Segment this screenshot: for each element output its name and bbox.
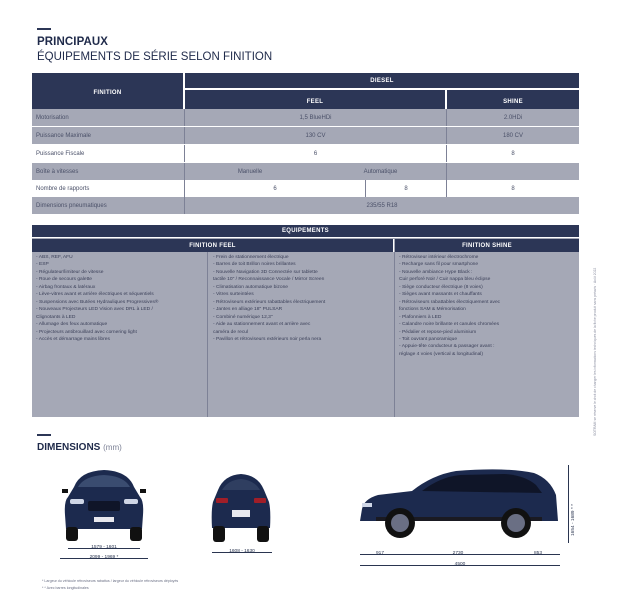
- dimensions-accent-bar: [37, 434, 51, 436]
- dimensions-title-wrap: [37, 442, 122, 453]
- column-divider: [207, 252, 208, 417]
- feel-equipment-header: FINITION FEEL: [32, 239, 394, 252]
- row-feel-auto: 8: [404, 185, 408, 192]
- row-shine-value: 8: [511, 185, 515, 192]
- side-wheelbase-label: 2730: [452, 551, 464, 556]
- row-label: Boîte à vitesses: [36, 168, 79, 175]
- dimensions-unit: (mm): [103, 443, 122, 452]
- equipment-panel: [32, 225, 579, 417]
- equipment-item: - Sièges avant massants et chauffants: [399, 292, 482, 298]
- row-feel-value: 6: [313, 150, 318, 157]
- header-feel: FEEL: [185, 90, 446, 113]
- side-front-overhang-label: 917: [375, 551, 384, 556]
- equipment-item: - Frein de stationnement électrique: [213, 255, 289, 260]
- dimensions-title: DIMENSIONS: [37, 442, 101, 453]
- equipment-item: - Nouvelle ambiance Hype Black :: [399, 269, 473, 275]
- equipment-item: - Lève-vitres avant et arrière électriques et séquentiels: [36, 292, 154, 298]
- row-all-value: 235/55 R18: [366, 202, 398, 209]
- row-label: Dimensions pneumatiques: [36, 202, 107, 209]
- car-front-view-image: [60, 465, 148, 545]
- equipment-item: - Climatisation automatique bizone: [213, 284, 289, 290]
- table-row: [32, 127, 579, 144]
- title-accent-bar: [37, 28, 51, 30]
- equipment-item: - Plafonniers à LED: [399, 314, 442, 320]
- car-rear-view-image: [208, 470, 274, 546]
- equipment-item: - Rétroviseur intérieur électrochrome: [399, 255, 479, 260]
- row-label: Nombre de rapports: [36, 185, 90, 192]
- side-total-length-label: 4500: [454, 562, 466, 567]
- header-shine: SHINE: [447, 90, 579, 113]
- equipment-item: - Jantes en alliage 18" PULSAR: [213, 307, 283, 313]
- height-dimension-line: [568, 465, 569, 543]
- row-shine-value: 2.0HDi: [503, 114, 523, 121]
- feel-equipment-list-1: [36, 254, 158, 343]
- front-width-label-1: 1579 - 1601: [91, 545, 117, 550]
- equipment-item: Clignotants à LED: [36, 314, 76, 320]
- footnote-2: * * Avec barres longitudinales: [42, 586, 89, 590]
- row-feel-manual: 6: [273, 185, 277, 192]
- equipment-header: EQUIPEMENTS: [32, 225, 579, 238]
- equipment-item: - Projecteurs antibrouillard avec cornering light: [36, 329, 137, 335]
- equipment-item: caméra de recul: [213, 329, 249, 335]
- equipment-item: - Suspensions avec Butées Hydrauliques Progressives®: [36, 299, 159, 305]
- column-divider: [394, 252, 395, 417]
- legal-side-text: SOTRAM se réserve le droit de changer les informations techniques de la fiche produit sans préavis · Août 2022: [593, 267, 597, 436]
- equipment-item: Cuir perforé Noir / Cuir nappa bleu éclipse: [399, 277, 491, 283]
- spec-table-header: [32, 73, 579, 113]
- row-feel-manual: Manuelle: [237, 168, 263, 175]
- equipment-item: - Airbag frontaux & latéraux: [36, 284, 96, 290]
- equipment-item: réglage 4 voies (vertical & longitudinal): [399, 351, 484, 357]
- shine-equipment-header: FINITION SHINE: [395, 239, 579, 252]
- table-row: [32, 163, 579, 180]
- row-shine-value: 180 CV: [502, 132, 523, 139]
- feel-equipment-list-2: [213, 254, 325, 343]
- equipment-item: - Aide au stationnement avant et arrière avec: [213, 322, 311, 328]
- row-label: Motorisation: [36, 114, 69, 121]
- rear-width-label: 1608 - 1630: [229, 549, 255, 554]
- equipment-item: - Accès et démarrage mains libres: [36, 336, 110, 342]
- equipment-item: - Barres de toit Brillon noires brillantes: [213, 262, 296, 268]
- equipment-item: tactile 10" / Reconnaissance Vocale / Mirror Screen: [213, 277, 325, 283]
- equipment-item: - ESP: [36, 262, 49, 268]
- table-row: [32, 197, 579, 214]
- equipment-item: - Régulateur/limiteur de vitesse: [36, 269, 104, 275]
- equipment-item: - Toit ouvrant panoramique: [399, 336, 458, 342]
- front-width-label-2: 2099 - 1969 *: [89, 555, 119, 560]
- equipment-item: - Pédalier et repose-pied aluminium: [399, 329, 477, 335]
- equipment-item: - Allumage des feux automatique: [36, 322, 108, 328]
- equipment-item: fonctions SAM & Mémorisation: [399, 307, 466, 313]
- equipment-item: - Rétroviseurs rabattables électriquement avec: [399, 299, 501, 305]
- table-row: [32, 180, 579, 197]
- equipment-item: - Nouveaux Projecteurs LED Vision avec DRL à LED /: [36, 307, 153, 313]
- table-row: [32, 109, 579, 126]
- side-rear-overhang-label: 853: [533, 551, 542, 556]
- footnote-1: * Largeur du véhicule rétroviseurs rabattus / largeur du véhicule rétroviseurs déployés: [42, 579, 179, 583]
- row-label: Puissance Fiscale: [36, 150, 85, 157]
- row-feel-value: 1,5 BlueHDi: [299, 114, 332, 121]
- car-side-view-image: [356, 463, 562, 543]
- equipment-item: - Combiné numérique 12,3": [213, 314, 273, 320]
- shine-equipment-list: [399, 254, 500, 358]
- row-shine-value: 8: [511, 150, 515, 157]
- equipment-item: - Appuie-tête conducteur & passager avant :: [399, 344, 495, 350]
- table-row: [32, 145, 579, 162]
- equipment-item: - Rétroviseurs extérieurs rabattables électriquement: [213, 299, 326, 305]
- header-finition: FINITION: [32, 73, 184, 113]
- equipment-item: - Roue de secours galette: [36, 277, 93, 283]
- equipment-item: - Siège conducteur électrique (8 voies): [399, 284, 483, 290]
- equipment-item: - Pavillon et rétroviseurs extérieurs noir perla nera: [213, 336, 322, 342]
- row-feel-value: 130 CV: [305, 132, 326, 139]
- row-feel-auto: Automatique: [363, 168, 398, 175]
- equipment-item: - Calandre noire brillante et canules chromées: [399, 322, 500, 328]
- section-subtitle: ÉQUIPEMENTS DE SÉRIE SELON FINITION: [37, 51, 273, 63]
- section-title: PRINCIPAUX: [37, 36, 109, 48]
- equipment-item: - Vitres surteintées: [213, 292, 254, 298]
- equipment-item: - ABS, REF, AFU: [36, 255, 73, 260]
- side-height-label: 1654 - 1689 * *: [571, 503, 576, 536]
- equipment-item: - Recharge sans fil pour smartphone: [399, 262, 479, 268]
- row-label: Puissance Maximale: [36, 132, 92, 139]
- row-shine-value: [447, 163, 579, 180]
- header-diesel: DIESEL: [185, 73, 579, 89]
- equipment-item: - Nouvelle Navigation 3D Connectée sur tablette: [213, 269, 318, 275]
